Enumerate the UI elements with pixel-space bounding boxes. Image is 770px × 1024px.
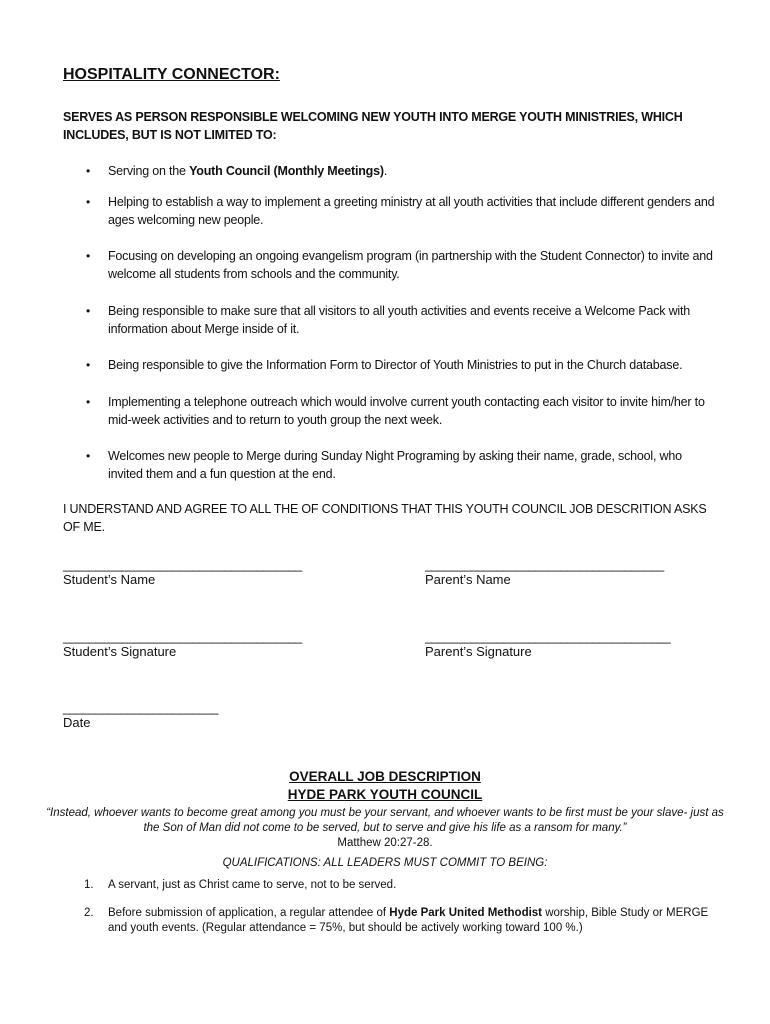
- parent-signature-line[interactable]: ______________________________________: [425, 630, 671, 644]
- bullet-icon: •: [86, 195, 91, 209]
- page-title: HOSPITALITY CONNECTOR:: [63, 66, 280, 83]
- list-item-text: Being responsible to give the Information Form to Director of Youth Ministries to put in the Church database.: [108, 358, 683, 372]
- qualification-text: A servant, just as Christ came to serve, not to be served.: [108, 879, 397, 891]
- list-item-text: Focusing on developing an ongoing evangelism program (in partnership with the Student Connector) to invite and welcome all students from schools and the community.: [108, 249, 713, 281]
- qualification-item: [84, 878, 718, 893]
- student-signature-line[interactable]: _____________________________________: [63, 630, 302, 644]
- list-item-text: Being responsible to make sure that all visitors to all youth activities and events receive a Welcome Pack with information about Merge inside of it.: [108, 304, 691, 336]
- list-item-text: Implementing a telephone outreach which would involve current youth contacting each visitor to invite him/her to mid-week activities and to return to youth group the next week.: [108, 395, 705, 427]
- list-item: [86, 302, 718, 338]
- bullet-icon: •: [86, 358, 91, 372]
- list-item: [86, 447, 718, 483]
- overall-heading-line1: OVERALL JOB DESCRIPTION: [289, 769, 481, 784]
- bullet-icon: •: [86, 249, 91, 263]
- qualification-text: Before submission of application, a regular attendee of: [108, 907, 390, 919]
- list-item-bold: Youth Council (Monthly Meetings): [189, 164, 384, 178]
- role-intro: SERVES AS PERSON RESPONSIBLE WELCOMING NEW YOUTH INTO MERGE YOUTH MINISTRIES, WHICH INCLUDES, BUT IS NOT LIMITED TO:: [63, 110, 683, 142]
- list-item-text: Welcomes new people to Merge during Sunday Night Programing by asking their name, grade, school, who invited them and a fun question at the end.: [108, 449, 682, 481]
- bullet-icon: •: [86, 304, 91, 318]
- agreement-statement: I UNDERSTAND AND AGREE TO ALL THE OF CONDITIONS THAT THIS YOUTH COUNCIL JOB DESCRITION ASKS OF ME.: [63, 502, 707, 534]
- overall-heading: [0, 768, 770, 804]
- qualifications-heading: QUALIFICATIONS: ALL LEADERS MUST COMMIT TO BEING:: [222, 857, 548, 869]
- qualification-text-end: worship, Bible Study or MERGE and youth events. (Regular attendance = 75%, but should be actively working toward 100 %.): [108, 907, 709, 934]
- list-item-text: Serving on the: [108, 164, 190, 178]
- qualification-number: 2.: [84, 907, 94, 919]
- student-signature-label: Student’s Signature: [63, 644, 177, 659]
- list-item: [86, 393, 718, 429]
- qualification-bold: Hyde Park United Methodist: [389, 907, 543, 919]
- list-item: [86, 356, 718, 374]
- scripture-quote: “Instead, whoever wants to become great among you must be your servant, and whoever wants to be first must be your slave- just as the Son of Man did not come to be served, but to serve and give his life as a ransom for many.”: [46, 807, 724, 834]
- bullet-icon: •: [86, 395, 91, 409]
- bullet-icon: •: [86, 164, 91, 178]
- bullet-icon: •: [86, 449, 91, 463]
- qualification-item: [84, 906, 718, 936]
- parent-signature-label: Parent’s Signature: [425, 644, 532, 659]
- list-item: [86, 162, 718, 180]
- student-name-line[interactable]: _____________________________________: [63, 558, 302, 572]
- date-label: Date: [63, 715, 91, 730]
- date-line[interactable]: ________________________: [63, 701, 218, 715]
- parent-name-label: Parent’s Name: [425, 572, 511, 587]
- list-item-text-end: .: [383, 164, 388, 178]
- list-item: [86, 247, 718, 283]
- list-item: [86, 193, 718, 229]
- overall-heading-line2: HYDE PARK YOUTH COUNCIL: [287, 787, 483, 802]
- student-name-label: Student’s Name: [63, 572, 156, 587]
- parent-name-line[interactable]: _____________________________________: [425, 558, 664, 572]
- list-item-text: Helping to establish a way to implement a greeting ministry at all youth activities that include different genders and ages welcoming new people.: [108, 195, 715, 227]
- qualification-number: 1.: [84, 879, 94, 891]
- scripture-reference: Matthew 20:27-28.: [337, 837, 433, 849]
